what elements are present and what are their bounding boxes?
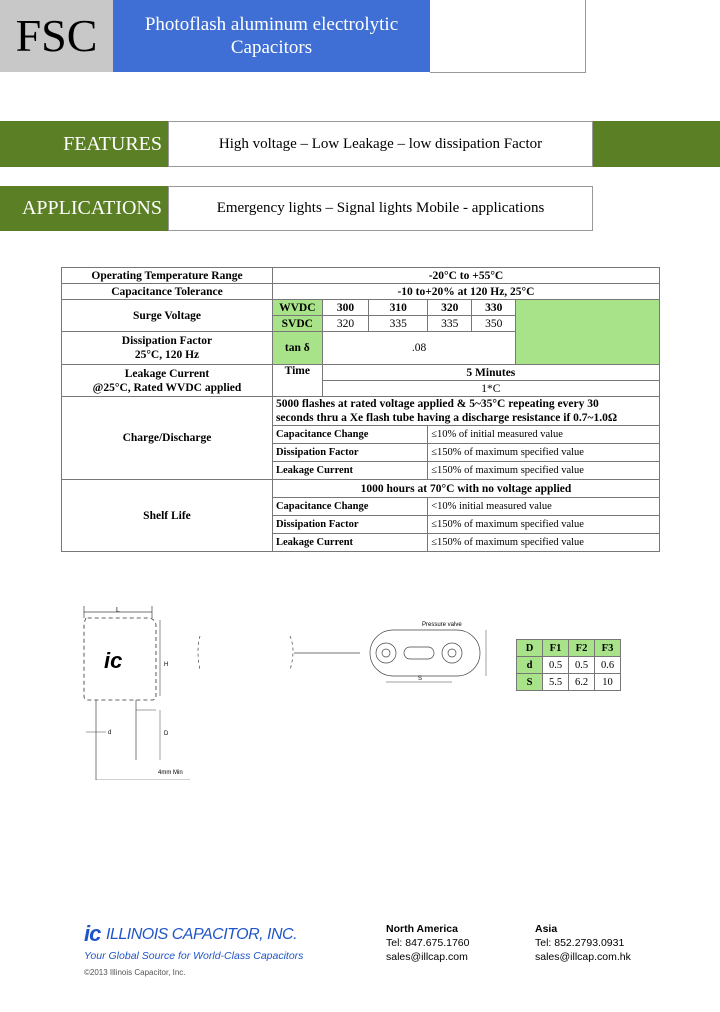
features-text: High voltage – Low Leakage – low dissipation Factor (168, 121, 593, 167)
dims-header-cell: F1 (543, 640, 569, 657)
charge-row-value: ≤10% of initial measured value (428, 426, 660, 444)
green-block (516, 300, 660, 365)
table-row (517, 674, 621, 691)
charge-label: Charge/Discharge (62, 397, 273, 480)
svdc-cell: 335 (369, 316, 428, 332)
wvdc-cell: 310 (369, 300, 428, 316)
na-email[interactable]: sales@illcap.com (386, 951, 468, 963)
table-row (62, 397, 660, 426)
charge-row-name: Capacitance Change (272, 426, 427, 444)
shelf-label: Shelf Life (62, 480, 273, 552)
pressure-valve (404, 647, 434, 659)
tan-delta-label: tan δ (272, 332, 322, 365)
header-rule (430, 72, 586, 73)
dims-row-label: d (517, 657, 543, 674)
dims-cell: 0.6 (595, 657, 621, 674)
asia-title: Asia (535, 923, 558, 935)
north-america-contact (386, 922, 470, 964)
shelf-row-name: Leakage Current (272, 534, 427, 552)
charge-row-name: Dissipation Factor (272, 444, 427, 462)
charge-desc-line-1: 5000 flashes at rated voltage applied & 5~35°C repeating every 30 (275, 398, 599, 410)
shelf-row-value: ≤150% of maximum specified value (428, 516, 660, 534)
pressure-valve-label: Pressure valve (422, 622, 462, 628)
wvdc-cell: 330 (472, 300, 516, 316)
na-title: North America (386, 923, 458, 935)
applications-label: APPLICATIONS (0, 186, 168, 231)
footer-copyright: ©2013 Illinois Capacitor, Inc. (84, 968, 186, 977)
dim-s-label: S (418, 676, 423, 682)
dims-header-cell: F2 (569, 640, 595, 657)
shelf-desc: 1000 hours at 70°C with no voltage applied (272, 480, 659, 498)
charge-row-value: ≤150% of maximum specified value (428, 444, 660, 462)
dimension-diagram (60, 600, 500, 780)
footer-logo-mark: ic (84, 921, 101, 946)
wvdc-label: WVDC (272, 300, 322, 316)
svdc-cell: 335 (428, 316, 472, 332)
time-label: Time (272, 365, 322, 397)
table-row (517, 657, 621, 674)
dims-cell: 10 (595, 674, 621, 691)
cap-tol-value: -10 to+20% at 120 Hz, 25°C (272, 284, 659, 300)
asia-contact (535, 922, 631, 964)
side-body-right (290, 636, 293, 670)
leak-value: 1*C (322, 381, 659, 397)
min-lead-label: 4mm Min (158, 770, 183, 776)
svdc-cell: 350 (472, 316, 516, 332)
charge-desc (272, 397, 659, 426)
time-value: 5 Minutes (322, 365, 659, 381)
shelf-row-value: ≤150% of maximum specified value (428, 534, 660, 552)
table-row (517, 640, 621, 657)
footer-company: ILLINOIS CAPACITOR, INC. (106, 926, 298, 943)
page-title (113, 0, 430, 72)
dims-cell: 0.5 (543, 657, 569, 674)
applications-text: Emergency lights – Signal lights Mobile - applications (168, 186, 593, 231)
title-line-2: Capacitors (230, 37, 313, 58)
series-code: FSC (0, 0, 113, 72)
svdc-label: SVDC (272, 316, 322, 332)
table-row (62, 365, 660, 381)
op-temp-label: Operating Temperature Range (62, 268, 273, 284)
dim-d-label: D (164, 731, 169, 737)
na-tel: Tel: 847.675.1760 (386, 937, 470, 949)
shelf-row-name: Capacitance Change (272, 498, 427, 516)
dim-small-d-label: d (108, 730, 112, 736)
dims-header-cell: D (517, 640, 543, 657)
leak-label (62, 365, 273, 397)
ic-logo-icon: ic (104, 648, 123, 673)
title-line-1: Photoflash aluminum electrolytic (144, 14, 399, 35)
svdc-cell: 320 (322, 316, 369, 332)
leak-label-line-1: Leakage Current (124, 367, 210, 380)
dims-cell: 5.5 (543, 674, 569, 691)
charge-desc-line-2: seconds thru a Xe flash tube having a discharge resistance if 0.7~1.0Ω (275, 412, 618, 424)
side-body-left (198, 636, 200, 670)
features-band-right (593, 121, 720, 167)
spec-table (61, 267, 660, 552)
footer-tagline: Your Global Source for World-Class Capacitors (84, 950, 304, 962)
header-rule-vertical (585, 0, 586, 73)
dims-cell: 6.2 (569, 674, 595, 691)
shelf-row-value: <10% initial measured value (428, 498, 660, 516)
leak-label-line-2: @25°C, Rated WVDC applied (92, 381, 242, 394)
df-label-line-2: 25°C, 120 Hz (134, 349, 200, 361)
surge-label: Surge Voltage (62, 300, 273, 332)
table-row (62, 480, 660, 498)
dims-header-cell: F3 (595, 640, 621, 657)
df-label (62, 332, 273, 365)
dims-cell: 0.5 (569, 657, 595, 674)
cap-tol-label: Capacitance Tolerance (62, 284, 273, 300)
table-row (62, 284, 660, 300)
wvdc-cell: 300 (322, 300, 369, 316)
dim-l-label: L (116, 607, 120, 614)
top-view-outline (370, 630, 480, 676)
wvdc-cell: 320 (428, 300, 472, 316)
shelf-row-name: Dissipation Factor (272, 516, 427, 534)
op-temp-value: -20°C to +55°C (272, 268, 659, 284)
table-row (62, 268, 660, 284)
charge-row-name: Leakage Current (272, 462, 427, 480)
table-row (62, 300, 660, 316)
df-value: .08 (322, 332, 516, 365)
charge-row-value: ≤150% of maximum specified value (428, 462, 660, 480)
applications-band-right (593, 186, 720, 231)
asia-tel: Tel: 852.2793.0931 (535, 937, 625, 949)
asia-email[interactable]: sales@illcap.com.hk (535, 951, 631, 963)
lead-dims-table (516, 639, 621, 691)
df-label-line-1: Dissipation Factor (121, 335, 213, 347)
dim-h-label: H (164, 662, 169, 668)
features-label: FEATURES (0, 121, 168, 167)
dims-row-label: S (517, 674, 543, 691)
